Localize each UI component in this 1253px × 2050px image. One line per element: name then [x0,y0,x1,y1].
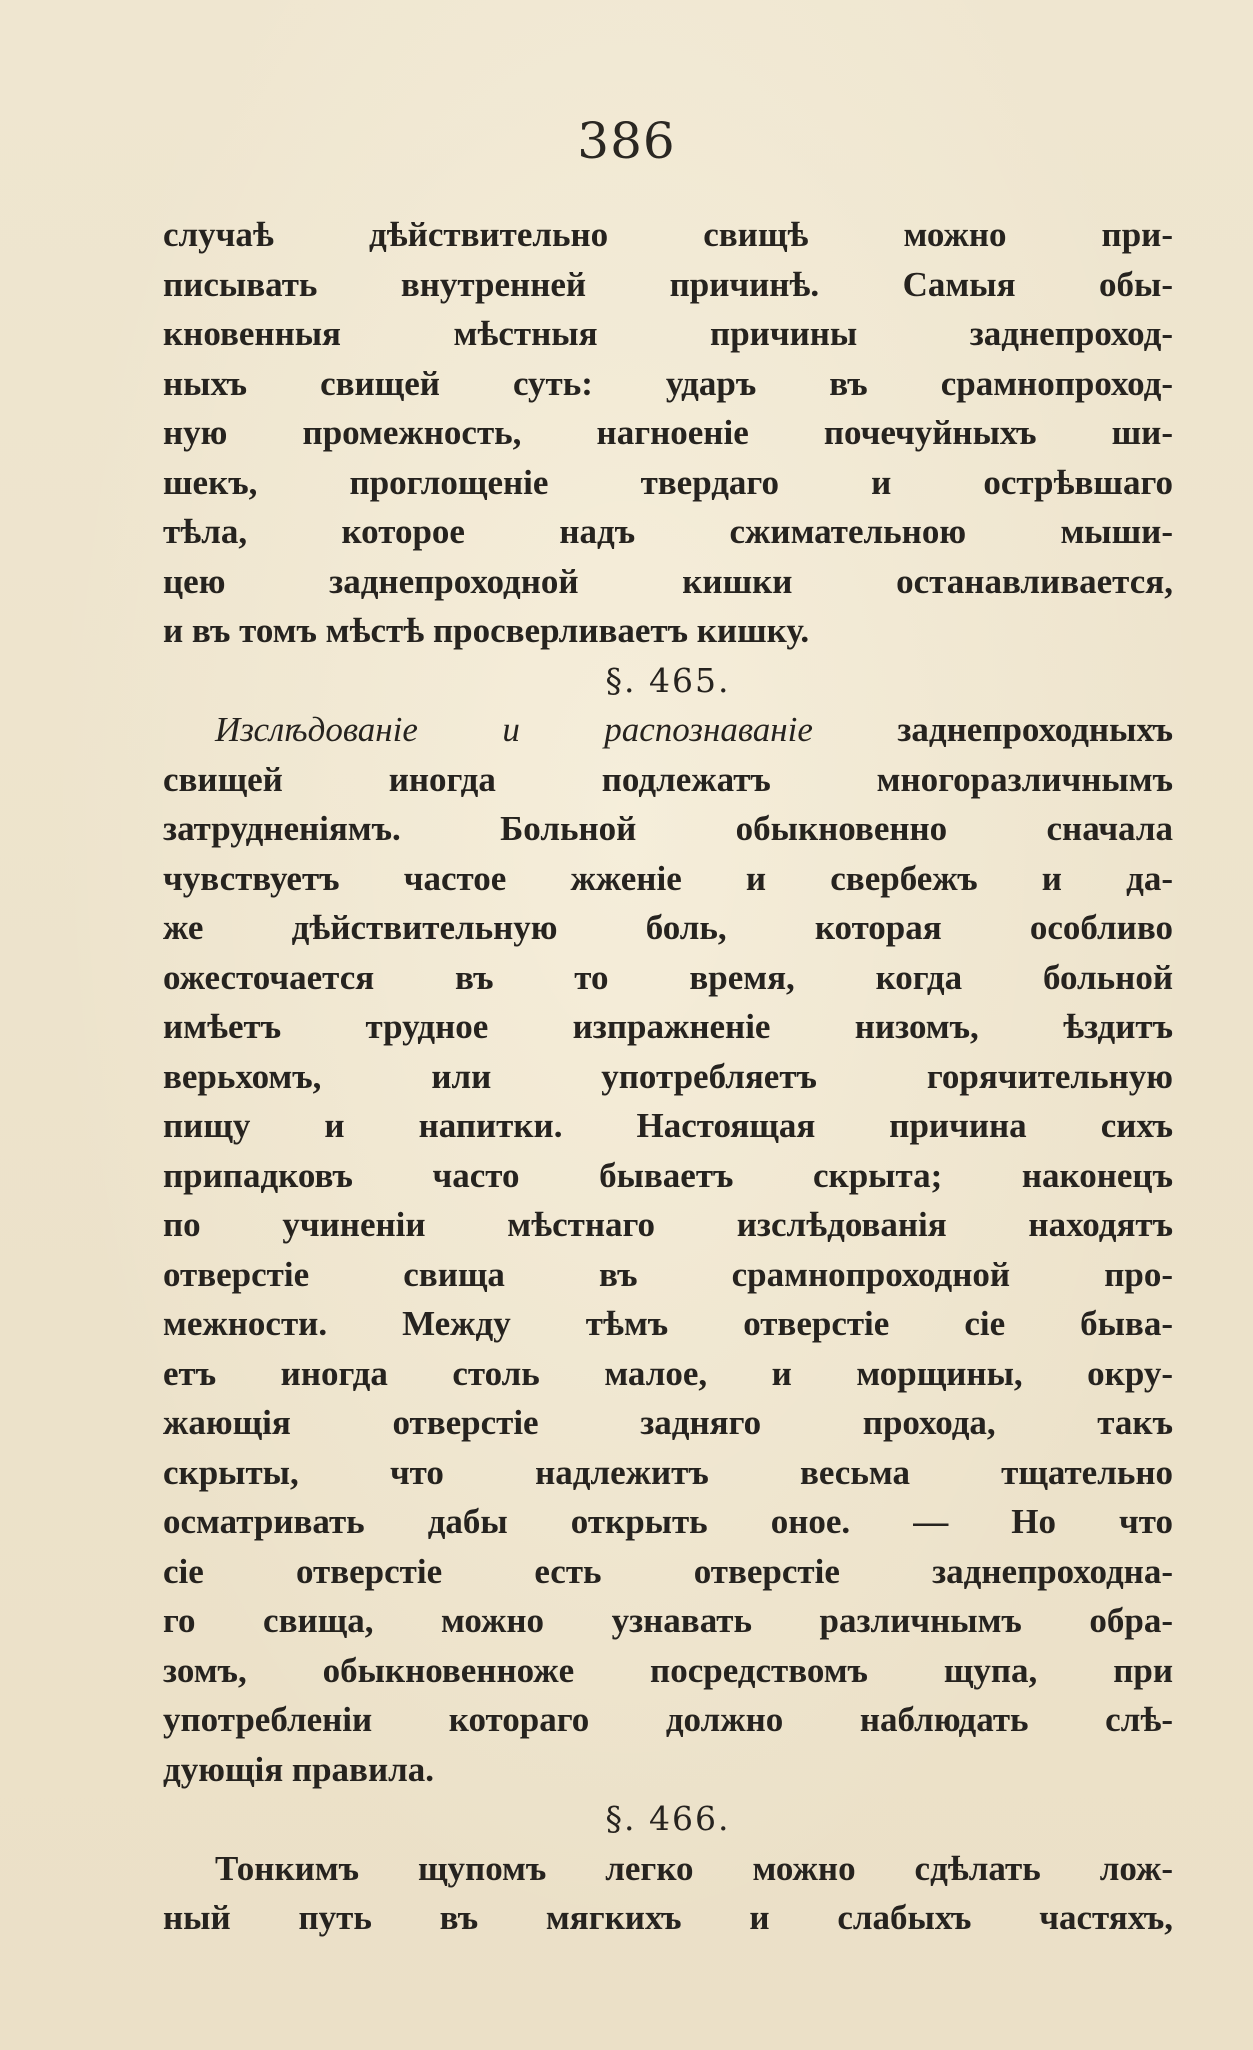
text-line: и въ томъ мѣстѣ просверливаетъ кишку. [163,611,810,650]
text-line: ожесточается въ то время, когда больной [163,957,1173,997]
text-line: случаѣ дѣйствительно свищѣ можно при- [163,215,1173,254]
text-line: межности. Между тѣмъ отверстіе сіе быва- [163,1304,1173,1343]
text-line: Тонкимъ щупомъ легко можно сдѣлать лож- [215,1848,1173,1888]
text-line: ную промежность, нагноеніе почечуйныхъ ши- [163,413,1173,452]
text-line [163,705,1173,755]
text-line: чувствуетъ частое жженіе и свербежъ и да- [163,858,1173,898]
text-run: заднепроходныхъ [812,710,1173,749]
body-text [163,210,1173,1943]
italic-phrase: Изслѣдованіе и распознаваніе [215,710,813,749]
page-number: 386 [577,112,676,170]
text-line: свищей иногда подлежатъ многоразличнымъ [163,759,1173,799]
text-line: тѣла, которое надъ сжимательною мыши- [163,512,1173,551]
text-line: ныхъ свищей суть: ударъ въ срамнопроход- [163,363,1173,403]
text-line: жающія отверстіе задняго прохода, такъ [163,1403,1173,1442]
text-line: сіе отверстіе есть отверстіе заднепроходна- [163,1551,1173,1591]
text-line: писывать внутренней причинѣ. Самыя обы- [163,264,1173,304]
section-heading-466: §. 466. [605,1799,731,1838]
text-line: имѣетъ трудное изпражненіе низомъ, ѣздитъ [163,1007,1173,1046]
text-line: скрыты, что надлежитъ весьма тщательно [163,1452,1173,1492]
text-line: по учиненіи мѣстнаго изслѣдованія находятъ [163,1205,1173,1244]
text-line: дующія правила. [163,1749,434,1789]
text-line: кновенныя мѣстныя причины заднепроход- [163,314,1173,353]
text-line: го свища, можно узнавать различнымъ обра- [163,1601,1173,1640]
text-line: ный путь въ мягкихъ и слабыхъ частяхъ, [163,1898,1173,1937]
text-line: припадковъ часто бываетъ скрыта; наконецъ [163,1155,1173,1195]
text-line: шекъ, проглощеніе твердаго и острѣвшаго [163,462,1173,502]
text-line: пищу и напитки. Настоящая причина сихъ [163,1106,1173,1145]
text-line: же дѣйствительную боль, которая особливо [163,908,1173,947]
text-line: затрудненіямъ. Больной обыкновенно сначала [163,809,1173,848]
text-line: осматривать дабы открыть оное. — Но что [163,1502,1173,1541]
text-line: цею заднепроходной кишки останавливается, [163,561,1173,601]
text-line: етъ иногда столь малое, и морщины, окру- [163,1353,1173,1393]
text-line: верьхомъ, или употребляетъ горячительную [163,1056,1173,1096]
text-line: употребленіи котораго должно наблюдать слѣ- [163,1700,1173,1739]
text-line: отверстіе свища въ срамнопроходной про- [163,1254,1173,1294]
section-heading-465: §. 465. [605,660,731,700]
text-line: зомъ, обыкновенножe посредствомъ щупа, при [163,1650,1173,1690]
